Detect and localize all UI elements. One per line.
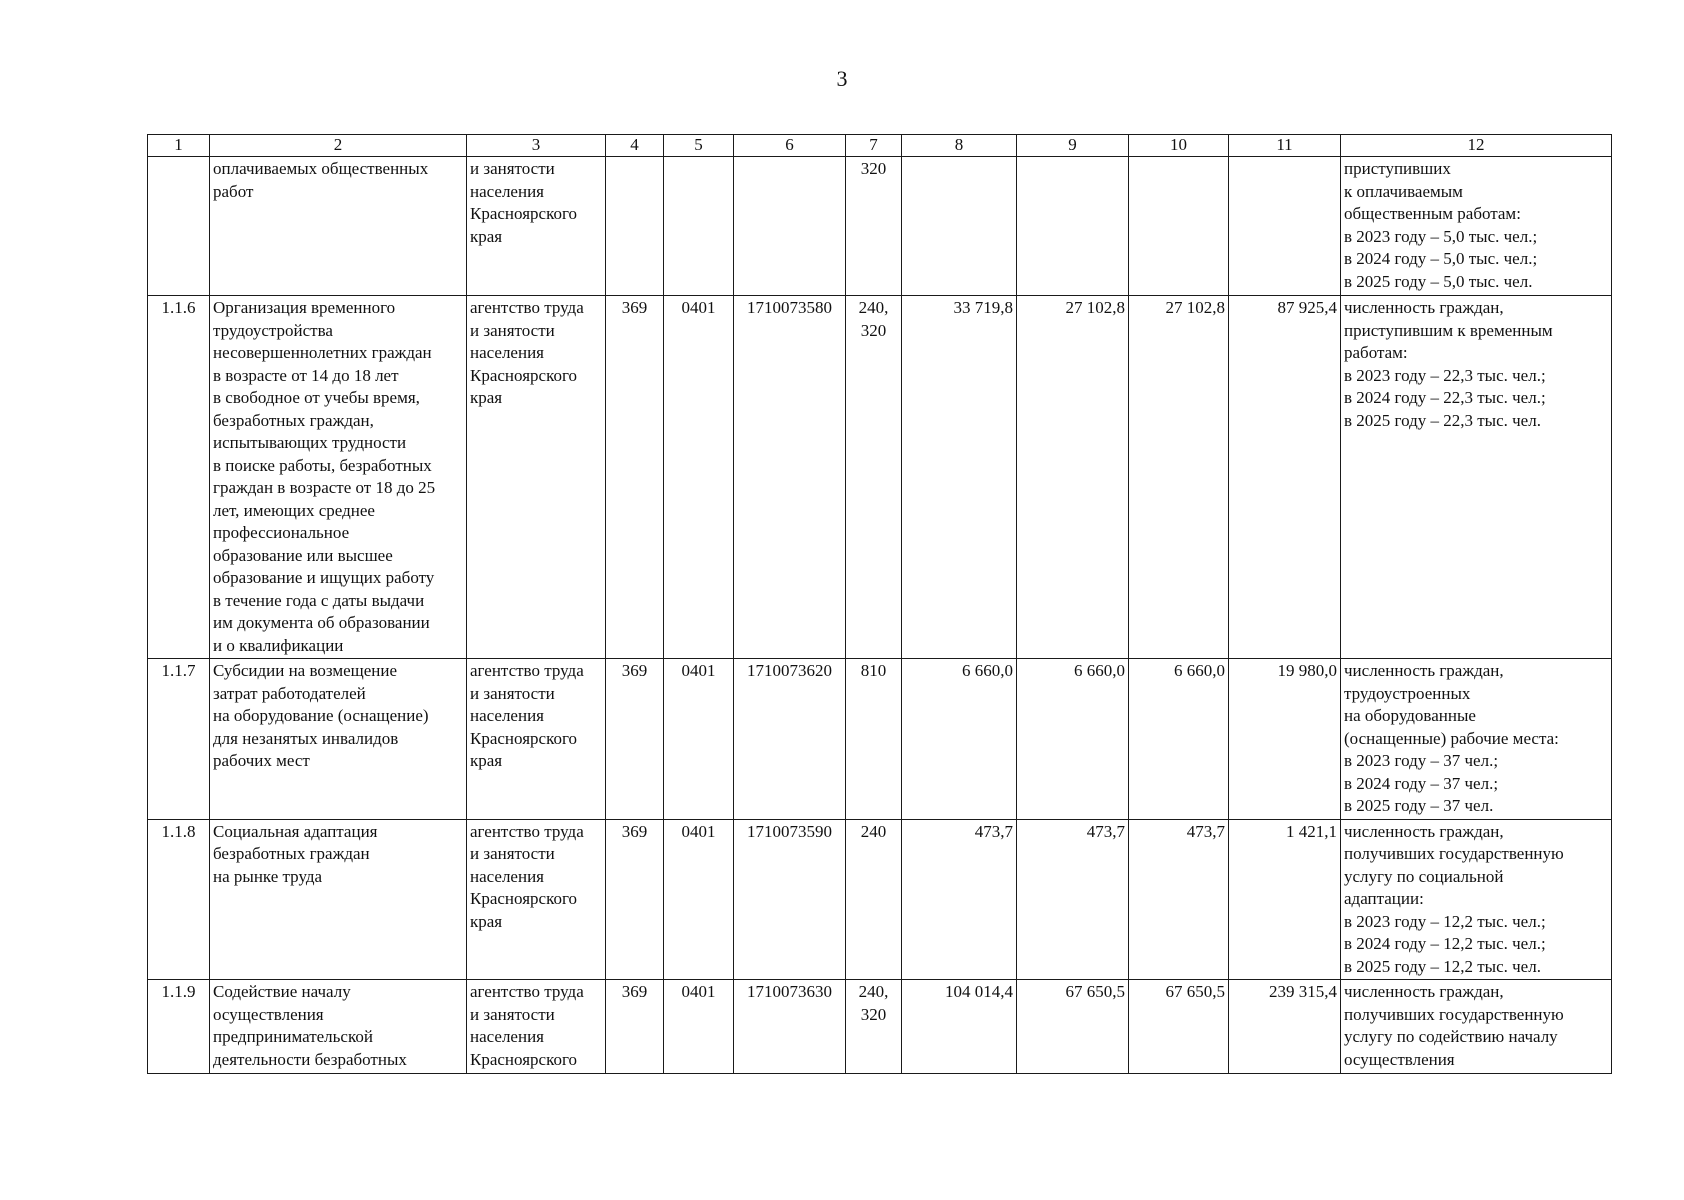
expense-type-cell xyxy=(846,980,902,1074)
section-code-cell: 0401 xyxy=(664,819,734,980)
cell-text-line: и занятости xyxy=(470,320,555,340)
cell-text-line: в 2024 году – 37 чел.; xyxy=(1344,773,1499,793)
cell-text-line: услугу по социальной xyxy=(1344,866,1504,886)
cell-text-line: Красноярского xyxy=(470,365,578,385)
cell-text-line: населения xyxy=(470,343,544,362)
column-header-8: 8 xyxy=(902,135,1017,157)
cell-text-line: общественным работам: xyxy=(1344,204,1521,223)
section-code-cell xyxy=(664,157,734,296)
cell-text-line: Субсидии на возмещение xyxy=(213,661,398,680)
cell-text-line: на оборудованные xyxy=(1344,706,1476,725)
expected-result-cell xyxy=(1341,819,1612,980)
table-row xyxy=(148,659,1612,820)
amount-2023-cell: 104 014,4 xyxy=(902,980,1017,1074)
cell-text-line: образование и ищущих работу xyxy=(213,568,435,587)
amount-2025-cell: 473,7 xyxy=(1129,819,1229,980)
cell-text-line: в течение года с даты выдачи xyxy=(213,590,425,610)
executor-cell xyxy=(467,980,606,1074)
column-header-11: 11 xyxy=(1229,135,1341,157)
cell-text-line: и о квалификации xyxy=(213,635,344,655)
cell-text-line: трудоустроенных xyxy=(1344,683,1471,703)
target-article-cell: 1710073630 xyxy=(734,980,846,1074)
cell-text-line: граждан в возрасте от 18 до 25 xyxy=(213,478,436,497)
cell-text-line: профессиональное xyxy=(213,523,350,542)
amount-2024-cell: 67 650,5 xyxy=(1017,980,1129,1074)
cell-text-line: агентство труда xyxy=(470,661,584,680)
expected-result-cell xyxy=(1341,157,1612,296)
cell-text-line: агентство труда xyxy=(470,298,584,317)
expense-type-cell xyxy=(846,819,902,980)
cell-text-line: на оборудование (оснащение) xyxy=(213,706,429,725)
cell-text-line: получивших государственную xyxy=(1344,1004,1564,1024)
cell-text-line: агентство труда xyxy=(470,982,584,1001)
expected-result-cell xyxy=(1341,659,1612,820)
column-header-3: 3 xyxy=(467,135,606,157)
amount-2023-cell: 33 719,8 xyxy=(902,296,1017,659)
cell-text-line: несовершеннолетних граждан xyxy=(213,343,432,362)
cell-text-line: Красноярского xyxy=(470,889,578,908)
expected-result-cell xyxy=(1341,296,1612,659)
section-code-cell: 0401 xyxy=(664,296,734,659)
cell-text-line: населения xyxy=(470,866,544,886)
cell-text-line: края xyxy=(470,226,503,246)
amount-2025-cell: 27 102,8 xyxy=(1129,296,1229,659)
grbs-code-cell: 369 xyxy=(606,819,664,980)
grbs-code-cell: 369 xyxy=(606,659,664,820)
cell-text-line: края xyxy=(470,911,503,931)
expense-type-cell xyxy=(846,157,902,296)
cell-text-line: 320 xyxy=(860,1004,887,1024)
grbs-code-cell: 369 xyxy=(606,296,664,659)
cell-text-line: получивших государственную xyxy=(1344,844,1564,863)
table-row xyxy=(148,819,1612,980)
target-article-cell: 1710073620 xyxy=(734,659,846,820)
column-header-12: 12 xyxy=(1341,135,1612,157)
cell-text-line: в 2023 году – 22,3 тыс. чел.; xyxy=(1344,365,1546,385)
cell-text-line: осуществления xyxy=(1344,1049,1455,1069)
cell-text-line: для незанятых инвалидов xyxy=(213,728,399,748)
cell-text-line: населения xyxy=(470,706,544,725)
column-header-row xyxy=(148,135,1612,157)
activity-name-cell xyxy=(210,819,467,980)
cell-text-line: к оплачиваемым xyxy=(1344,181,1463,201)
amount-total-cell: 19 980,0 xyxy=(1229,659,1341,820)
cell-text-line: в 2025 году – 5,0 тыс. чел. xyxy=(1344,271,1533,291)
cell-text-line: приступивших xyxy=(1344,159,1451,178)
cell-text-line: предпринимательской xyxy=(213,1027,373,1046)
row-number-cell: 1.1.6 xyxy=(148,296,210,659)
executor-cell xyxy=(467,819,606,980)
cell-text-line: численность граждан, xyxy=(1344,298,1504,317)
cell-text-line: Красноярского xyxy=(470,1049,578,1069)
grbs-code-cell: 369 xyxy=(606,980,664,1074)
cell-text-line: и занятости xyxy=(470,844,555,863)
cell-text-line: края xyxy=(470,751,503,770)
cell-text-line: затрат работодателей xyxy=(213,683,366,703)
cell-text-line: осуществления xyxy=(213,1004,324,1024)
amount-2023-cell xyxy=(902,157,1017,296)
amount-total-cell xyxy=(1229,157,1341,296)
cell-text-line: края xyxy=(470,388,503,407)
table-row xyxy=(148,980,1612,1074)
cell-text-line: 320 xyxy=(860,320,887,340)
cell-text-line: и занятости xyxy=(470,159,555,178)
column-header-9: 9 xyxy=(1017,135,1129,157)
amount-2025-cell xyxy=(1129,157,1229,296)
cell-text-line: Организация временного xyxy=(213,298,396,317)
cell-text-line: в 2023 году – 37 чел.; xyxy=(1344,751,1499,770)
cell-text-line: 240, xyxy=(858,982,889,1001)
column-header-10: 10 xyxy=(1129,135,1229,157)
amount-2024-cell: 27 102,8 xyxy=(1017,296,1129,659)
cell-text-line: Красноярского xyxy=(470,204,578,223)
cell-text-line: в 2023 году – 5,0 тыс. чел.; xyxy=(1344,226,1538,246)
cell-text-line: лет, имеющих среднее xyxy=(213,500,375,520)
cell-text-line: агентство труда xyxy=(470,821,584,841)
amount-total-cell: 87 925,4 xyxy=(1229,296,1341,659)
executor-cell xyxy=(467,659,606,820)
row-number-cell xyxy=(148,157,210,296)
column-header-4: 4 xyxy=(606,135,664,157)
cell-text-line: работ xyxy=(213,181,254,201)
row-number-cell: 1.1.8 xyxy=(148,819,210,980)
activity-name-cell xyxy=(210,296,467,659)
target-article-cell xyxy=(734,157,846,296)
amount-total-cell: 1 421,1 xyxy=(1229,819,1341,980)
cell-text-line: 810 xyxy=(860,661,887,680)
activity-name-cell xyxy=(210,659,467,820)
program-activities-table xyxy=(147,134,1612,1074)
cell-text-line: 240 xyxy=(860,821,887,841)
section-code-cell: 0401 xyxy=(664,659,734,820)
cell-text-line: в 2025 году – 37 чел. xyxy=(1344,796,1494,815)
cell-text-line: численность граждан, xyxy=(1344,821,1504,841)
cell-text-line: им документа об образовании xyxy=(213,613,430,632)
amount-2024-cell xyxy=(1017,157,1129,296)
cell-text-line: приступившим к временным xyxy=(1344,320,1553,340)
cell-text-line: и занятости xyxy=(470,683,555,703)
cell-text-line: услугу по содействию началу xyxy=(1344,1027,1558,1046)
row-number-cell: 1.1.7 xyxy=(148,659,210,820)
table-row xyxy=(148,296,1612,659)
grbs-code-cell xyxy=(606,157,664,296)
row-number-cell: 1.1.9 xyxy=(148,980,210,1074)
cell-text-line: в 2023 году – 12,2 тыс. чел.; xyxy=(1344,911,1546,931)
cell-text-line: в 2024 году – 22,3 тыс. чел.; xyxy=(1344,388,1546,407)
cell-text-line: в 2024 году – 5,0 тыс. чел.; xyxy=(1344,249,1538,268)
cell-text-line: деятельности безработных xyxy=(213,1049,407,1069)
cell-text-line: численность граждан, xyxy=(1344,661,1504,680)
cell-text-line: в возрасте от 14 до 18 лет xyxy=(213,365,399,385)
section-code-cell: 0401 xyxy=(664,980,734,1074)
activity-name-cell xyxy=(210,980,467,1074)
cell-text-line: в свободное от учебы время, xyxy=(213,388,420,407)
cell-text-line: безработных граждан, xyxy=(213,410,374,430)
cell-text-line: Социальная адаптация xyxy=(213,821,378,841)
column-header-1: 1 xyxy=(148,135,210,157)
cell-text-line: в 2025 году – 12,2 тыс. чел. xyxy=(1344,956,1541,976)
cell-text-line: Содействие началу xyxy=(213,982,351,1001)
column-header-5: 5 xyxy=(664,135,734,157)
cell-text-line: испытывающих трудности xyxy=(213,433,407,452)
column-header-2: 2 xyxy=(210,135,467,157)
cell-text-line: (оснащенные) рабочие места: xyxy=(1344,728,1559,748)
page-number: 3 xyxy=(836,66,848,91)
amount-2023-cell: 6 660,0 xyxy=(902,659,1017,820)
target-article-cell: 1710073580 xyxy=(734,296,846,659)
cell-text-line: и занятости xyxy=(470,1004,555,1024)
cell-text-line: оплачиваемых общественных xyxy=(213,159,429,178)
amount-2025-cell: 67 650,5 xyxy=(1129,980,1229,1074)
cell-text-line: работам: xyxy=(1344,343,1408,362)
cell-text-line: адаптации: xyxy=(1344,889,1424,908)
amount-2025-cell: 6 660,0 xyxy=(1129,659,1229,820)
cell-text-line: населения xyxy=(470,181,544,201)
cell-text-line: Красноярского xyxy=(470,728,578,748)
amount-2024-cell: 473,7 xyxy=(1017,819,1129,980)
cell-text-line: безработных граждан xyxy=(213,844,370,863)
cell-text-line: населения xyxy=(470,1027,544,1046)
column-header-7: 7 xyxy=(846,135,902,157)
activity-name-cell xyxy=(210,157,467,296)
amount-2023-cell: 473,7 xyxy=(902,819,1017,980)
amount-2024-cell: 6 660,0 xyxy=(1017,659,1129,820)
cell-text-line: в поиске работы, безработных xyxy=(213,455,432,475)
cell-text-line: 320 xyxy=(860,159,887,178)
table-row xyxy=(148,157,1612,296)
cell-text-line: трудоустройства xyxy=(213,320,333,340)
cell-text-line: образование или высшее xyxy=(213,545,393,565)
cell-text-line: 240, xyxy=(858,298,889,317)
executor-cell xyxy=(467,157,606,296)
expense-type-cell xyxy=(846,296,902,659)
cell-text-line: численность граждан, xyxy=(1344,982,1504,1001)
target-article-cell: 1710073590 xyxy=(734,819,846,980)
expected-result-cell xyxy=(1341,980,1612,1074)
column-header-6: 6 xyxy=(734,135,846,157)
cell-text-line: в 2025 году – 22,3 тыс. чел. xyxy=(1344,410,1541,430)
amount-total-cell: 239 315,4 xyxy=(1229,980,1341,1074)
cell-text-line: в 2024 году – 12,2 тыс. чел.; xyxy=(1344,934,1546,953)
cell-text-line: рабочих мест xyxy=(213,751,310,770)
cell-text-line: на рынке труда xyxy=(213,866,323,886)
executor-cell xyxy=(467,296,606,659)
expense-type-cell xyxy=(846,659,902,820)
